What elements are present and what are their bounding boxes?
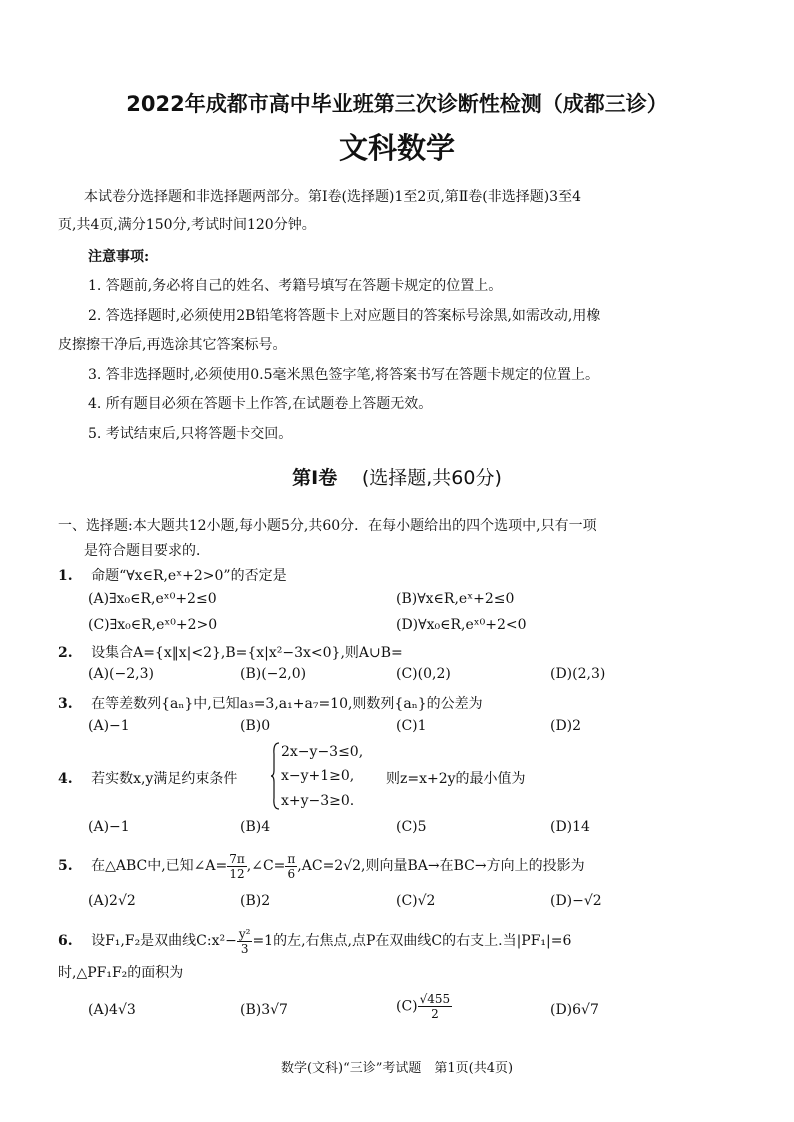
question-number: 4. [58, 771, 73, 787]
q2-option-c: (C)(0,2) [396, 666, 451, 682]
part1-line-2: 是符合题目要求的． [84, 543, 210, 559]
intro-line-1: 本试卷分选择题和非选择题两部分。第Ⅰ卷(选择题)1至2页,第Ⅱ卷(非选择题)3至4 [84, 189, 581, 205]
q3-option-d: (D)2 [550, 718, 582, 734]
question-1 [58, 565, 287, 585]
question-4 [58, 768, 237, 788]
note-item-3: 3. 答非选择题时,必须使用0.5毫米黑色签字笔,将答案书写在答题卡规定的位置上。 [88, 367, 599, 383]
part1-line-1: 一、选择题:本大题共12小题,每小题5分,共60分．在每小题给出的四个选项中,只有一项 [58, 518, 597, 534]
constraint-1: 2x−y−3≤0, [281, 744, 364, 760]
q5-option-d: (D)−√2 [550, 893, 602, 909]
fraction-numerator: √455 [419, 992, 451, 1006]
question-stem-pre: 若实数x,y满足约束条件 [91, 771, 238, 787]
question-number: 5. [58, 858, 73, 874]
fraction-denominator: 3 [240, 941, 249, 956]
question-stem: 设集合A={x‖x|<2},B={x|x²−3x<0},则A∪B= [91, 645, 403, 661]
question-stem-a: 设F₁,F₂是双曲线C:x²− [91, 933, 237, 949]
q6-option-b: (B)3√7 [240, 1002, 288, 1018]
q4-option-c: (C)5 [396, 819, 427, 835]
question-stem-post: 则z=x+2y的最小值为 [386, 771, 526, 787]
question-number: 1. [58, 568, 73, 584]
q6-option-d: (D)6√7 [550, 1002, 599, 1018]
section-title: 第Ⅰ卷 [292, 467, 338, 489]
q6-option-c [396, 992, 452, 1021]
q4-option-a: (A)−1 [88, 819, 130, 835]
section-subtitle: (选择题,共60分) [361, 467, 502, 489]
q6-option-a: (A)4√3 [88, 1002, 136, 1018]
q3-option-b: (B)0 [240, 718, 271, 734]
constraint-2: x−y+1≥0, [281, 768, 355, 784]
angle-c-fraction [285, 852, 297, 881]
q3-option-c: (C)1 [396, 718, 427, 734]
q2-option-b: (B)(−2,0) [240, 666, 307, 682]
question-2 [58, 642, 403, 662]
note-item-2-cont: 皮擦擦干净后,再选涂其它答案标号。 [58, 337, 287, 353]
q2-option-a: (A)(−2,3) [88, 666, 154, 682]
question-stem-b: =1的左,右焦点,点P在双曲线C的右支上.当|PF₁|=6 [252, 933, 572, 949]
fraction-numerator: π [287, 851, 296, 866]
note-item-4: 4. 所有题目必须在答题卡上作答,在试题卷上答题无效。 [88, 396, 433, 412]
question-stem-b: ,∠C= [246, 858, 286, 874]
q5-option-b: (B)2 [240, 893, 271, 909]
q4-option-b: (B)4 [240, 819, 271, 835]
q4-option-d: (D)14 [550, 819, 590, 835]
fraction-numerator: 7π [229, 851, 245, 866]
fraction-numerator: y² [238, 926, 251, 941]
q1-option-c: (C)∃x₀∈R,eˣ⁰+2>0 [88, 617, 218, 633]
q5-option-c: (C)√2 [396, 893, 436, 909]
constraint-3: x+y−3≥0. [281, 793, 355, 809]
note-item-5: 5. 考试结束后,只将答题卡交回。 [88, 426, 293, 442]
angle-a-fraction [227, 852, 247, 881]
q2-option-d: (D)(2,3) [550, 666, 606, 682]
question-5 [58, 850, 585, 882]
question-stem-a: 在△ABC中,已知∠A= [91, 858, 228, 874]
question-stem: 命题“∀x∈R,eˣ+2>0”的否定是 [91, 568, 287, 584]
option-label: (C) [396, 998, 418, 1015]
q3-option-a: (A)−1 [88, 718, 130, 734]
intro-line-2: 页,共4页,满分150分,考试时间120分钟。 [58, 217, 316, 233]
question-6-line-2: 时,△PF₁F₂的面积为 [58, 965, 184, 981]
question-number: 6. [58, 933, 73, 949]
fraction-denominator: 6 [287, 866, 296, 881]
question-3 [58, 693, 483, 713]
q1-option-a: (A)∃x₀∈R,eˣ⁰+2≤0 [88, 591, 217, 607]
page-footer: 数学(文科)“三诊”考试题 第1页(共4页) [280, 1061, 514, 1076]
q5-option-a: (A)2√2 [88, 893, 136, 909]
note-item-2: 2. 答选择题时,必须使用2B铅笔将答题卡上对应题目的答案标号涂黑,如需改动,用橡 [88, 308, 601, 324]
question-number: 3. [58, 696, 73, 712]
subject-title: 文科数学 [338, 131, 455, 165]
q1-option-d: (D)∀x₀∈R,eˣ⁰+2<0 [396, 617, 527, 633]
fraction-denominator: 2 [431, 1007, 439, 1021]
question-stem: 在等差数列{aₙ}中,已知a₃=3,a₁+a₇=10,则数列{aₙ}的公差为 [91, 696, 483, 712]
q1-option-b: (B)∀x∈R,eˣ+2≤0 [396, 591, 515, 607]
fraction-denominator: 12 [229, 866, 245, 881]
question-6 [58, 925, 571, 957]
note-item-1: 1. 答题前,务必将自己的姓名、考籍号填写在答题卡规定的位置上。 [88, 278, 503, 294]
question-number: 2. [58, 645, 73, 661]
section-heading [0, 463, 794, 490]
option-c-fraction [418, 992, 453, 1021]
constraint-brace [270, 742, 280, 810]
question-stem-c: ,AC=2√2,则向量BA→在BC→方向上的投影为 [297, 858, 585, 874]
notes-heading: 注意事项: [88, 249, 150, 265]
hyperbola-fraction [237, 927, 253, 956]
exam-title: 2022年成都市高中毕业班第三次诊断性检测（成都三诊） [126, 92, 668, 116]
